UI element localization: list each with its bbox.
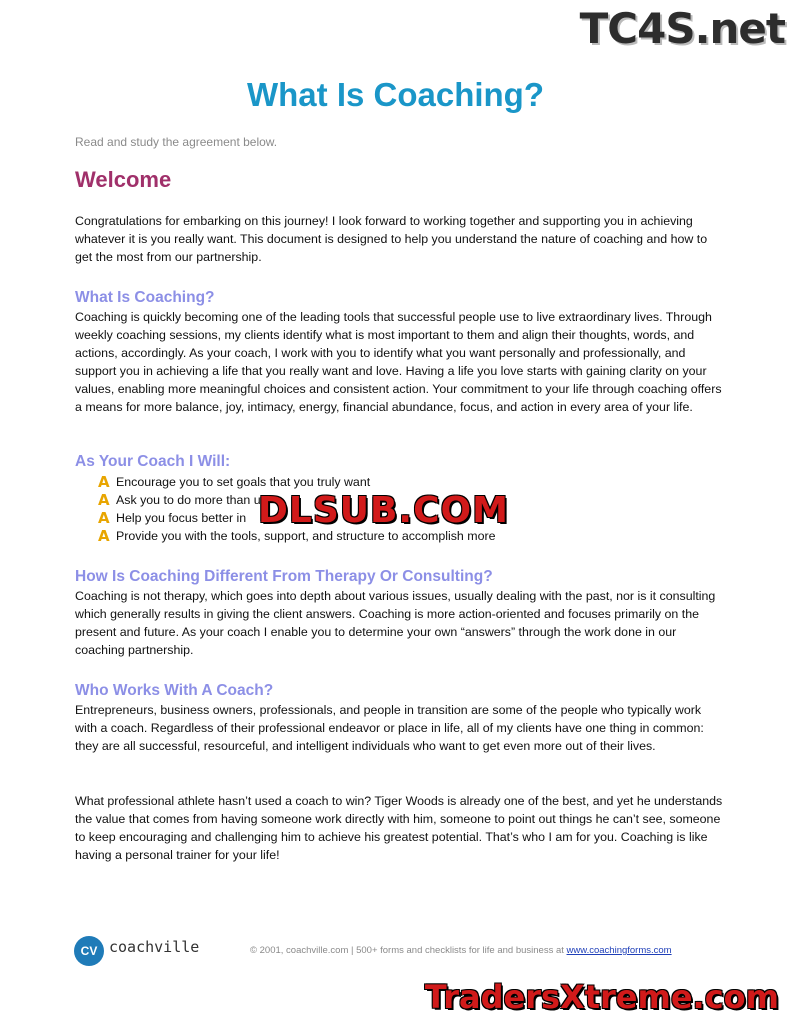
- watermark-tradersxtreme: TradersXtreme.com: [424, 978, 779, 1016]
- list-item-text: Ask you to do more than ur: [116, 493, 265, 507]
- welcome-paragraph: Congratulations for embarking on this journey! I look forward to working together and supporting you in achieving whatever it is you really want. This document is designed to help you understand the nature of coaching and how to get the most from our partnership.: [75, 214, 708, 264]
- coachville-wordmark: coachville: [109, 938, 200, 956]
- triangle-bullet-icon: A: [98, 473, 110, 491]
- what-is-coaching-heading: What Is Coaching?: [75, 289, 215, 306]
- intro-text: Read and study the agreement below.: [75, 135, 278, 149]
- coachingforms-link[interactable]: www.coachingforms.com: [566, 945, 672, 956]
- welcome-heading: Welcome: [75, 167, 172, 192]
- who-works-paragraph-2: What professional athlete hasn’t used a coach to win? Tiger Woods is already one of the best, and yet he understands the value that comes from having someone work directly with him, someone to point out things he can’t see, someone to keep encouraging and challenging him to achieve his greatest potential. That’s who I am for you. Coaching is like having a personal trainer for your life!: [75, 794, 723, 862]
- coach-will-heading: As Your Coach I Will:: [75, 453, 231, 470]
- triangle-bullet-icon: A: [98, 527, 110, 545]
- therapy-paragraph: Coaching is not therapy, which goes into depth about various issues, usually dealing with the past, nor is it consulting which generally results in giving the client answers. Coaching is more action-oriented and focuses primarily on the present and future. As your coach I enable you to determine your own “answers” through the work done in our coaching partnership.: [75, 589, 716, 657]
- triangle-bullet-icon: A: [98, 491, 110, 509]
- watermark-tc4s: TC4S.net: [579, 4, 785, 53]
- footer-copyright: [250, 945, 672, 956]
- triangle-bullet-icon: A: [98, 509, 110, 527]
- footer-text: © 2001, coachville.com | 500+ forms and checklists for life and business at: [250, 945, 567, 956]
- list-item-text: Encourage you to set goals that you truly want: [116, 475, 371, 489]
- cv-logo-icon: CV: [74, 936, 104, 966]
- list-item: [98, 473, 495, 491]
- list-item-text: Provide you with the tools, support, and structure to accomplish more: [116, 529, 496, 543]
- list-item-text: Help you focus better in: [116, 511, 247, 525]
- what-is-coaching-paragraph: Coaching is quickly becoming one of the leading tools that successful people use to live extraordinary lives. Through weekly coaching sessions, my clients identify what is most important to them and align their thoughts, words, and actions, accordingly. As your coach, I work with you to identify what you want personally and professionally, and support you in achieving a life that you really want and love. Having a life you love starts with gaining clarity on your values, enabling more meaningful choices and consistent action. Your commitment to your life through coaching offers a means for more balance, joy, intimacy, energy, financial abundance, focus, and action in every area of your life.: [75, 310, 722, 414]
- therapy-heading: How Is Coaching Different From Therapy Or Consulting?: [75, 568, 493, 585]
- who-works-paragraph-1: Entrepreneurs, business owners, professionals, and people in transition are some of the people who typically work with a coach. Regardless of their professional endeavor or place in life, all of my clients have one thing in common: they are all successful, resourceful, and intelligent individuals who want to get even more out of their lives.: [75, 703, 704, 753]
- page-title: What Is Coaching?: [247, 76, 544, 113]
- who-works-heading: Who Works With A Coach?: [75, 682, 274, 699]
- watermark-dlsub: DLSUB.COM: [258, 490, 509, 531]
- coachville-logo: [74, 936, 199, 966]
